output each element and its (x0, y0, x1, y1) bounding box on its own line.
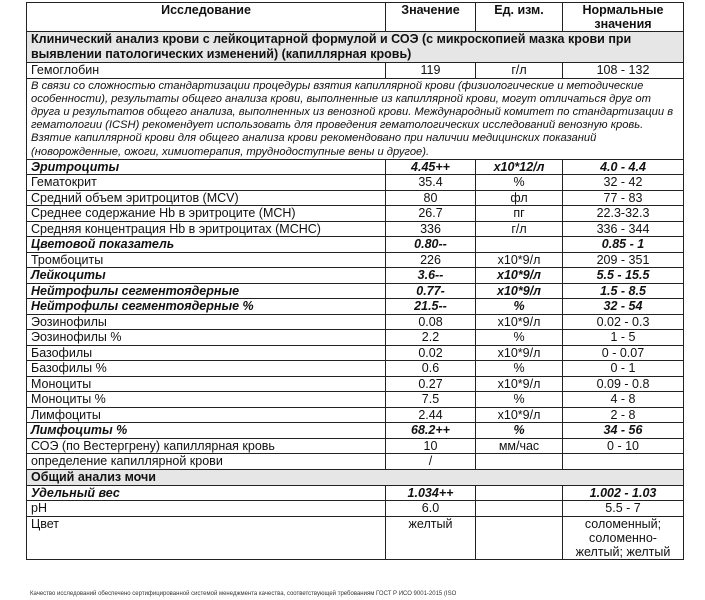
row-value: 119 (386, 63, 476, 79)
row-norm: 4.0 - 4.4 (563, 159, 684, 175)
row-unit (476, 516, 563, 559)
row-unit: % (476, 299, 563, 315)
row-unit: x10*12/л (476, 159, 563, 175)
row-name: Гемоглобин (27, 63, 386, 79)
row-unit (476, 454, 563, 470)
row-norm: 0 - 10 (563, 438, 684, 454)
row-value: 1.034++ (386, 485, 476, 501)
row-unit: пг (476, 206, 563, 222)
row-name: Тромбоциты (27, 252, 386, 268)
row-value: 26.7 (386, 206, 476, 222)
row-unit: x10*9/л (476, 314, 563, 330)
row-unit: % (476, 423, 563, 439)
row-name: Цветовой показатель (27, 237, 386, 253)
section-row (27, 469, 684, 485)
table-row (27, 63, 684, 79)
row-name: Базофилы (27, 345, 386, 361)
row-name: Моноциты (27, 376, 386, 392)
table-row (27, 454, 684, 470)
row-norm: 0.85 - 1 (563, 237, 684, 253)
row-value: 0.27 (386, 376, 476, 392)
row-value: 7.5 (386, 392, 476, 408)
row-norm: 1.002 - 1.03 (563, 485, 684, 501)
row-name: pH (27, 501, 386, 517)
capillary-note: В связи со сложностью стандартизации процедуры взятия капиллярной крови (физиологические и методические особенности), результаты общего анализа крови, выполненные из капиллярной крови, могут отличаться друг от друга и результатов общего анализа, выполненных из венозной крови. Международный комитет по стандартизации в гематологии (ICSH) рекомендует использовать для проведения гематологических исследований венозную кровь. Взятие капиллярной крови для общего анализа крови рекомендовано при наличии медицинских показаний (новорожденные, ожоги, химиотерапия, труднодоступные вены и другое). (27, 78, 684, 159)
table-row (27, 407, 684, 423)
row-name: Удельный вес (27, 485, 386, 501)
row-unit (476, 501, 563, 517)
row-unit: мм/час (476, 438, 563, 454)
row-unit: x10*9/л (476, 283, 563, 299)
row-unit: % (476, 175, 563, 191)
row-norm (563, 454, 684, 470)
row-name: Лейкоциты (27, 268, 386, 284)
row-name: Средняя концентрация Hb в эритроцитах (MCHC) (27, 221, 386, 237)
table-body (27, 32, 684, 560)
row-name: СОЭ (по Вестергрену) капиллярная кровь (27, 438, 386, 454)
row-norm: 0.02 - 0.3 (563, 314, 684, 330)
row-norm: 336 - 344 (563, 221, 684, 237)
row-value: 0.6 (386, 361, 476, 377)
table-row (27, 438, 684, 454)
row-unit: фл (476, 190, 563, 206)
table-row (27, 283, 684, 299)
header-norm: Нормальные значения (563, 3, 684, 32)
row-value: 80 (386, 190, 476, 206)
table-row (27, 314, 684, 330)
table-row (27, 252, 684, 268)
header-value: Значение (386, 3, 476, 32)
results-table (26, 2, 684, 560)
row-value: 0.77- (386, 283, 476, 299)
row-name: Цвет (27, 516, 386, 559)
row-norm: 0 - 1 (563, 361, 684, 377)
row-name: Лимфоциты % (27, 423, 386, 439)
row-name: Эозинофилы (27, 314, 386, 330)
row-value: 6.0 (386, 501, 476, 517)
row-unit: x10*9/л (476, 345, 563, 361)
row-value: 2.2 (386, 330, 476, 346)
table-row (27, 361, 684, 377)
row-value: / (386, 454, 476, 470)
row-value: 4.45++ (386, 159, 476, 175)
row-name: Лимфоциты (27, 407, 386, 423)
table-row (27, 330, 684, 346)
row-norm: 4 - 8 (563, 392, 684, 408)
row-norm: 108 - 132 (563, 63, 684, 79)
row-norm: 1.5 - 8.5 (563, 283, 684, 299)
row-value: 10 (386, 438, 476, 454)
row-unit: г/л (476, 221, 563, 237)
row-norm: 32 - 54 (563, 299, 684, 315)
footer-text: Качество исследований обеспечено сертифицированной системой менеджмента качества, соответствующей требованиям ГОСТ Р ИСО 9001-2015 (ISO (30, 591, 457, 597)
row-norm: 2 - 8 (563, 407, 684, 423)
row-norm: 77 - 83 (563, 190, 684, 206)
table-row (27, 501, 684, 517)
row-norm: соломенный; соломенно-желтый; желтый (563, 516, 684, 559)
row-value: 0.02 (386, 345, 476, 361)
row-value: 0.80-- (386, 237, 476, 253)
row-value: желтый (386, 516, 476, 559)
row-value: 0.08 (386, 314, 476, 330)
table-row (27, 190, 684, 206)
row-name: Среднее содержание Hb в эритроците (MCH) (27, 206, 386, 222)
row-norm: 0.09 - 0.8 (563, 376, 684, 392)
row-name: Нейтрофилы сегментоядерные (27, 283, 386, 299)
table-row (27, 159, 684, 175)
row-unit: x10*9/л (476, 407, 563, 423)
header-name: Исследование (27, 3, 386, 32)
row-name: Нейтрофилы сегментоядерные % (27, 299, 386, 315)
row-norm: 5.5 - 7 (563, 501, 684, 517)
row-value: 68.2++ (386, 423, 476, 439)
row-norm: 5.5 - 15.5 (563, 268, 684, 284)
note-row (27, 78, 684, 159)
lab-report (26, 2, 683, 560)
row-name: Средний объем эритроцитов (MCV) (27, 190, 386, 206)
row-name: определение капиллярной крови (27, 454, 386, 470)
row-norm: 1 - 5 (563, 330, 684, 346)
header-unit: Ед. изм. (476, 3, 563, 32)
row-unit (476, 237, 563, 253)
row-norm: 209 - 351 (563, 252, 684, 268)
row-norm: 22.3-32.3 (563, 206, 684, 222)
table-row (27, 423, 684, 439)
row-unit: x10*9/л (476, 268, 563, 284)
row-unit: x10*9/л (476, 252, 563, 268)
table-header (27, 3, 684, 32)
table-row (27, 268, 684, 284)
row-unit: % (476, 392, 563, 408)
table-row (27, 237, 684, 253)
row-name: Эритроциты (27, 159, 386, 175)
table-row (27, 345, 684, 361)
blood-section-title: Клинический анализ крови с лейкоцитарной формулой и СОЭ (с микроскопией мазка крови при выявлении патологических изменений) (капиллярная кровь) (27, 32, 684, 63)
row-value: 3.6-- (386, 268, 476, 284)
row-value: 336 (386, 221, 476, 237)
row-norm: 32 - 42 (563, 175, 684, 191)
row-unit (476, 485, 563, 501)
row-name: Моноциты % (27, 392, 386, 408)
section-row (27, 32, 684, 63)
table-row (27, 175, 684, 191)
row-name: Базофилы % (27, 361, 386, 377)
row-unit: % (476, 361, 563, 377)
table-row (27, 516, 684, 559)
row-value: 226 (386, 252, 476, 268)
table-row (27, 206, 684, 222)
table-row (27, 299, 684, 315)
row-value: 2.44 (386, 407, 476, 423)
row-value: 21.5-- (386, 299, 476, 315)
row-norm: 0 - 0.07 (563, 345, 684, 361)
row-value: 35.4 (386, 175, 476, 191)
row-unit: % (476, 330, 563, 346)
row-unit: г/л (476, 63, 563, 79)
row-name: Гематокрит (27, 175, 386, 191)
table-row (27, 221, 684, 237)
table-row (27, 392, 684, 408)
row-norm: 34 - 56 (563, 423, 684, 439)
row-unit: x10*9/л (476, 376, 563, 392)
table-row (27, 376, 684, 392)
urine-section-title: Общий анализ мочи (27, 469, 684, 485)
row-name: Эозинофилы % (27, 330, 386, 346)
table-row (27, 485, 684, 501)
